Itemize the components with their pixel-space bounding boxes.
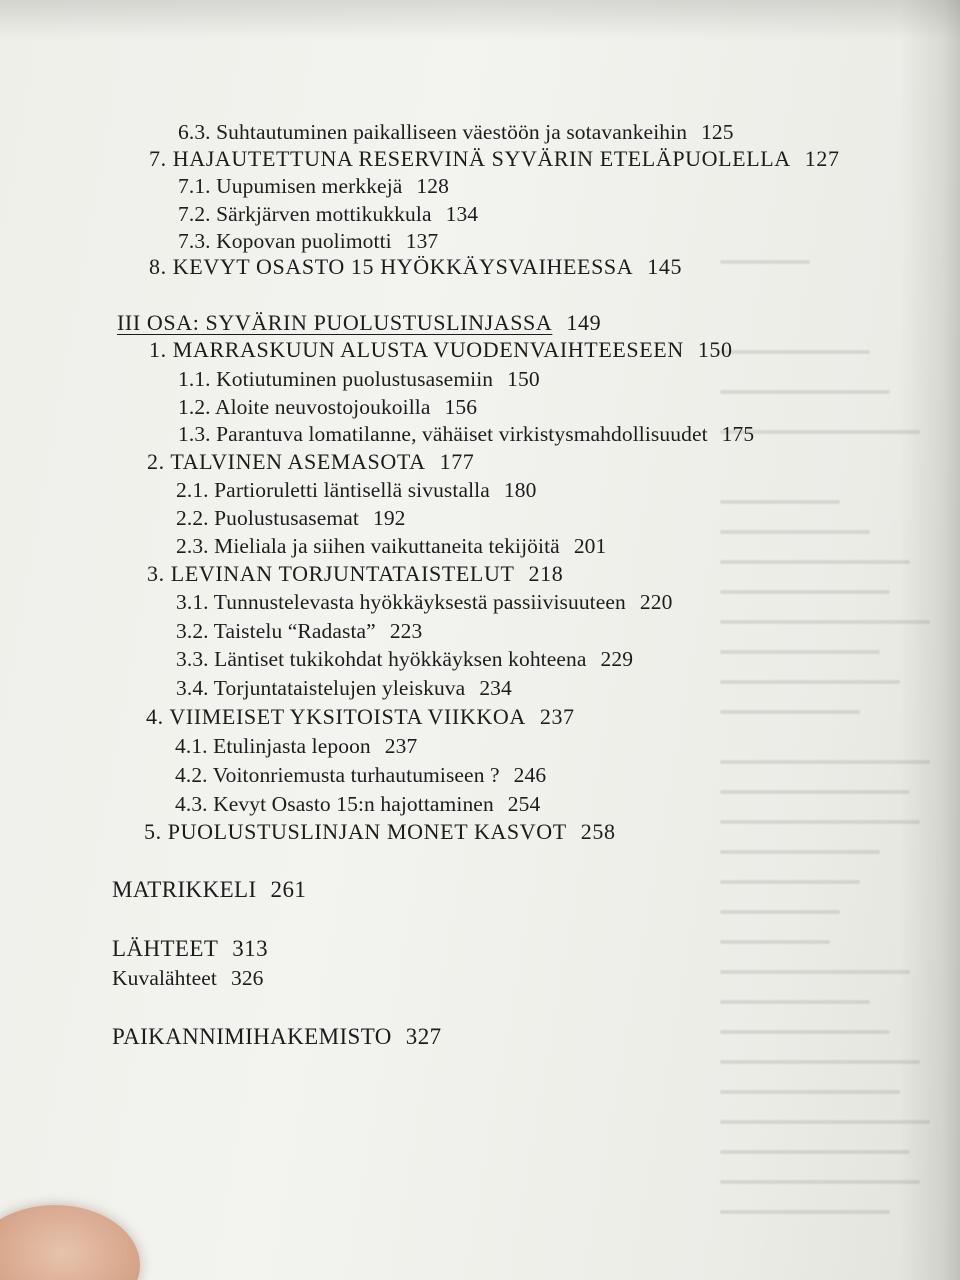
entry-title: 3.3. Läntiset tukikohdat hyökkäyksen kohteena xyxy=(176,647,587,671)
toc-entry-1-3 xyxy=(178,421,754,447)
toc-part-3-heading xyxy=(117,310,601,336)
toc-entry-4-2 xyxy=(175,762,546,788)
toc-entry-2-3 xyxy=(176,533,606,559)
toc-entry-3-2 xyxy=(176,618,422,644)
entry-title: LÄHTEET xyxy=(112,936,219,961)
toc-chapter-3 xyxy=(147,561,563,587)
page-number: 177 xyxy=(439,449,475,474)
page-number: 326 xyxy=(230,966,264,990)
page-number: 246 xyxy=(513,763,547,787)
entry-title: 3.1. Tunnustelevasta hyökkäyksestä passiivisuuteen xyxy=(176,590,626,614)
toc-entry-2-2 xyxy=(176,505,406,531)
entry-title: 2.2. Puolustusasemat xyxy=(176,506,359,530)
entry-title: 2.1. Partioruletti läntisellä sivustalla xyxy=(176,478,490,502)
entry-title: 1. MARRASKUUN ALUSTA VUODENVAIHTEESEEN xyxy=(149,337,684,362)
page-number: 150 xyxy=(697,337,733,362)
page-number: 180 xyxy=(503,478,537,502)
page-number: 234 xyxy=(479,676,512,700)
page-number: 156 xyxy=(444,395,478,419)
page-number: 127 xyxy=(804,146,840,171)
entry-title: 4. VIIMEISET YKSITOISTA VIIKKOA xyxy=(146,704,526,729)
entry-title: 6.3. Suhtautuminen paikalliseen väestöön ja sotavankeihin xyxy=(178,120,688,144)
page-number: 125 xyxy=(701,120,734,144)
toc-chapter-5 xyxy=(144,819,616,845)
part-title: III OSA: SYVÄRIN PUOLUSTUSLINJASSA xyxy=(117,310,553,335)
toc-kuvalahteet xyxy=(112,965,264,991)
entry-title: 7. HAJAUTETTUNA RESERVINÄ SYVÄRIN ETELÄPUOLELLA xyxy=(149,146,791,171)
page-number: 220 xyxy=(639,590,673,614)
page-number: 175 xyxy=(721,422,755,446)
page-number: 128 xyxy=(416,174,449,198)
entry-title: 7.1. Uupumisen merkkejä xyxy=(178,174,403,198)
toc-entry-3-3 xyxy=(176,646,633,672)
entry-title: 4.2. Voitonriemusta turhautumiseen ? xyxy=(175,763,500,787)
toc-entry-4-1 xyxy=(175,733,417,759)
toc-entry-3-4 xyxy=(176,675,512,701)
entry-title: 2. TALVINEN ASEMASOTA xyxy=(147,449,426,474)
entry-title: 2.3. Mieliala ja siihen vaikuttaneita tekijöitä xyxy=(176,534,560,558)
entry-title: 4.3. Kevyt Osasto 15:n hajottaminen xyxy=(175,792,494,816)
toc-entry-3-1 xyxy=(176,589,672,615)
toc-chapter-2 xyxy=(147,449,474,475)
entry-title: 7.2. Särkjärven mottikukkula xyxy=(178,202,432,226)
entry-title: PAIKANNIMIHAKEMISTO xyxy=(112,1024,392,1049)
page-number: 134 xyxy=(445,202,479,226)
page-number: 201 xyxy=(573,534,607,558)
toc-entry-6-3 xyxy=(178,119,734,145)
page-number: 223 xyxy=(389,619,423,643)
page-number: 237 xyxy=(539,704,575,729)
entry-title: Kuvalähteet xyxy=(112,966,217,990)
page-number: 261 xyxy=(270,877,307,902)
page-number: 149 xyxy=(566,310,602,335)
page-number: 237 xyxy=(384,734,418,758)
toc-entry-1-1 xyxy=(178,366,540,392)
page-number: 218 xyxy=(528,561,564,586)
toc-entry-7-1 xyxy=(178,173,449,199)
entry-title: 3. LEVINAN TORJUNTATAISTELUT xyxy=(147,561,515,586)
entry-title: 5. PUOLUSTUSLINJAN MONET KASVOT xyxy=(144,819,567,844)
page-number: 150 xyxy=(507,367,540,391)
toc-chapter-7 xyxy=(149,146,840,172)
toc-entry-7-2 xyxy=(178,201,478,227)
page-number: 192 xyxy=(372,506,406,530)
page-number: 229 xyxy=(600,647,634,671)
toc-chapter-1 xyxy=(149,337,733,363)
page-number: 313 xyxy=(232,936,268,961)
entry-title: 1.2. Aloite neuvostojoukoilla xyxy=(178,395,431,419)
entry-title: 1.1. Kotiutuminen puolustusasemiin xyxy=(178,367,494,391)
entry-title: 3.2. Taistelu “Radasta” xyxy=(176,619,376,643)
page-number: 137 xyxy=(405,229,439,253)
toc-lahteet xyxy=(112,936,268,962)
page-number: 254 xyxy=(507,792,541,816)
toc-matrikkeli xyxy=(112,877,306,903)
entry-title: 4.1. Etulinjasta lepoon xyxy=(175,734,371,758)
toc-chapter-4 xyxy=(146,704,575,730)
page-number: 327 xyxy=(405,1024,442,1049)
entry-title: 1.3. Parantuva lomatilanne, vähäiset virkistysmahdollisuudet xyxy=(178,422,708,446)
toc-chapter-8 xyxy=(149,254,682,280)
entry-title: MATRIKKELI xyxy=(112,877,257,902)
toc-entry-1-2 xyxy=(178,394,477,420)
entry-title: 7.3. Kopovan puolimotti xyxy=(178,229,392,253)
toc-entry-7-3 xyxy=(178,228,438,254)
toc-entry-4-3 xyxy=(175,791,540,817)
toc-paikannimihakemisto xyxy=(112,1024,442,1050)
page-number: 258 xyxy=(580,819,616,844)
page-number: 145 xyxy=(647,254,683,279)
entry-title: 3.4. Torjuntataistelujen yleiskuva xyxy=(176,676,466,700)
toc-entry-2-1 xyxy=(176,477,536,503)
entry-title: 8. KEVYT OSASTO 15 HYÖKKÄYSVAIHEESSA xyxy=(149,254,634,279)
